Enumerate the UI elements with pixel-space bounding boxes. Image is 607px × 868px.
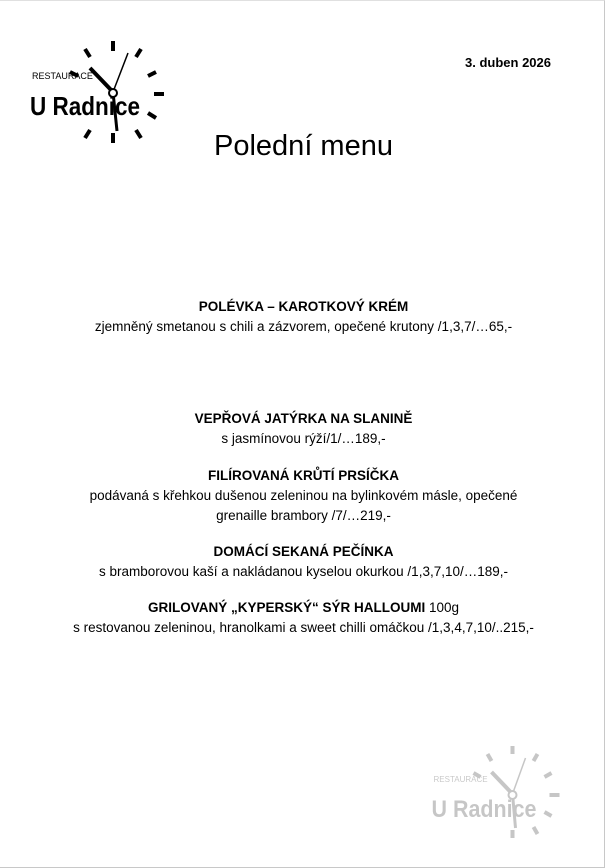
svg-text:RESTAURACE: RESTAURACE bbox=[433, 775, 488, 784]
item-desc: s jasmínovou rýží/1/…189,- bbox=[221, 431, 386, 446]
svg-text:RESTAURACE: RESTAURACE bbox=[32, 71, 93, 81]
menu-item bbox=[0, 542, 607, 582]
menu-date: 3. duben 2026 bbox=[465, 55, 551, 70]
menu-item bbox=[0, 466, 607, 526]
item-desc: s restovanou zeleninou, hranolkami a sweet chilli omáčkou /1,3,4,7,10/..215,- bbox=[73, 620, 534, 635]
page-title: Polední menu bbox=[214, 130, 393, 162]
item-desc: s bramborovou kaší a nakládanou kyselou okurkou /1,3,7,10/…189,- bbox=[99, 564, 508, 579]
item-name: POLÉVKA – KAROTKOVÝ KRÉM bbox=[198, 299, 409, 314]
item-desc: grenaille brambory /7/…219,- bbox=[216, 508, 391, 523]
item-weight: 100g bbox=[425, 600, 460, 615]
item-desc: podávaná s křehkou dušenou zeleninou na bylinkovém másle, opečené bbox=[89, 488, 518, 503]
item-name: FILÍROVANÁ KRŮTÍ PRSÍČKA bbox=[208, 468, 399, 483]
item-desc: zjemněný smetanou s chili a zázvorem, opečené krutony /1,3,7/…65,- bbox=[94, 319, 513, 334]
menu-item bbox=[0, 598, 607, 638]
item-name: GRILOVANÝ „KYPERSKÝ“ SÝR HALLOUMI bbox=[147, 600, 426, 615]
menu-item bbox=[0, 297, 607, 337]
item-name: DOMÁCÍ SEKANÁ PEČÍNKA bbox=[213, 544, 394, 559]
menu-item bbox=[0, 409, 607, 449]
svg-text:U Radnice: U Radnice bbox=[431, 796, 537, 823]
item-name: VEPŘOVÁ JATÝRKA NA SLANINĚ bbox=[194, 411, 413, 426]
svg-text:U Radnice: U Radnice bbox=[30, 91, 140, 121]
watermark-logo bbox=[412, 740, 577, 840]
